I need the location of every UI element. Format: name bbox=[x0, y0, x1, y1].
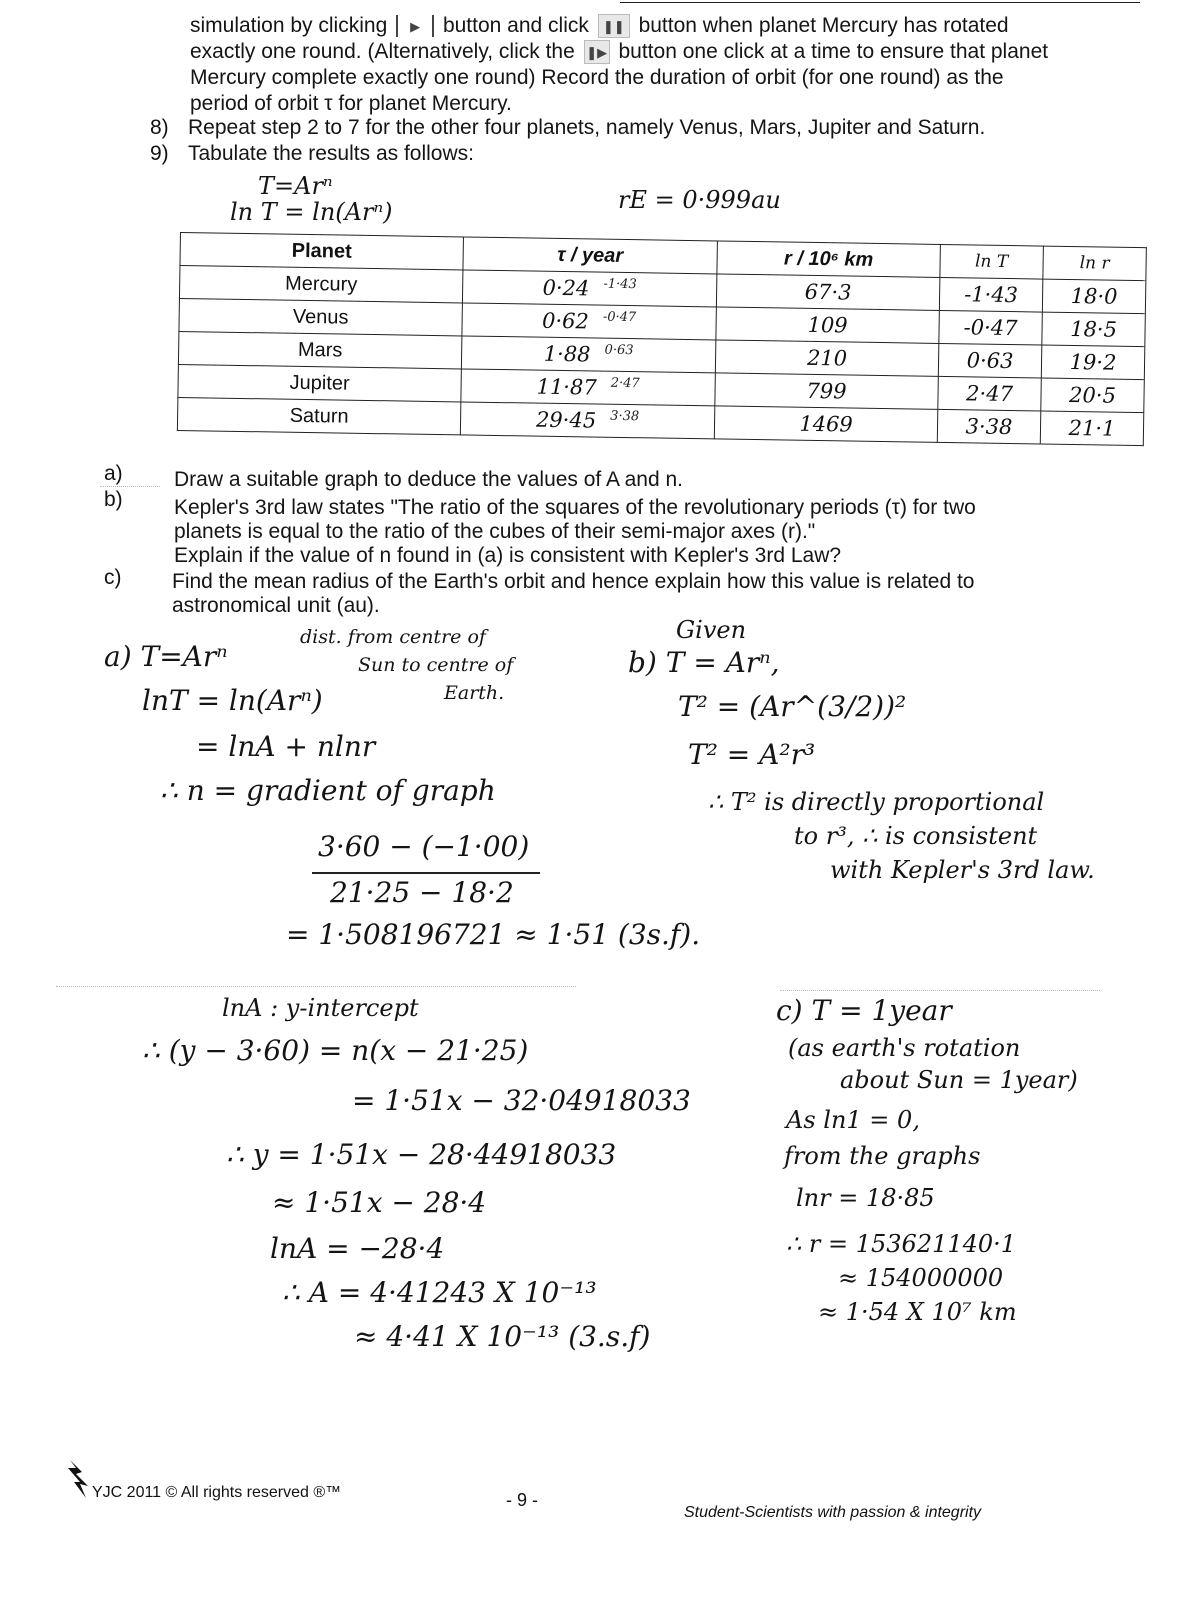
cell-lnT: -0·47 bbox=[939, 310, 1043, 345]
divider bbox=[56, 986, 576, 987]
hand-a-line11: lnA = −28·4 bbox=[270, 1232, 445, 1265]
cell-r: 210 bbox=[715, 340, 938, 376]
hand-fraction-numerator: 3·60 − (−1·00) bbox=[318, 830, 530, 863]
step-forward-icon: ❚▶ bbox=[584, 40, 610, 64]
cell-r: 67·3 bbox=[716, 274, 939, 310]
results-table bbox=[177, 232, 1147, 446]
header-lnr: ln r bbox=[1043, 246, 1147, 281]
question-b-line2: planets is equal to the ratio of the cubes of their semi-major axes (r)." bbox=[174, 520, 816, 543]
hand-b-given: Given bbox=[676, 616, 747, 644]
play-icon: ▶ bbox=[396, 15, 434, 37]
hand-a-line10: ≈ 1·51x − 28·4 bbox=[272, 1186, 487, 1219]
step8-number: 8) bbox=[150, 116, 169, 139]
step7-line4: period of orbit τ for planet Mercury. bbox=[190, 92, 512, 115]
header-tau: τ / year bbox=[463, 237, 717, 274]
hand-c-line6: lnr = 18·85 bbox=[796, 1184, 935, 1212]
footer-page-number: - 9 - bbox=[506, 1490, 539, 1510]
school-logo-icon bbox=[66, 1458, 92, 1500]
question-c-line1: Find the mean radius of the Earth's orbit and hence explain how this value is related to bbox=[172, 570, 975, 593]
cell-planet: Saturn bbox=[177, 397, 460, 434]
hand-c-line8: ≈ 154000000 bbox=[838, 1264, 1004, 1292]
cell-lnT: -1·43 bbox=[939, 277, 1043, 312]
question-c-label: c) bbox=[104, 566, 122, 589]
hand-c-line9: ≈ 1·54 X 10⁷ km bbox=[818, 1298, 1017, 1326]
step9-text: Tabulate the results as follows: bbox=[188, 142, 474, 165]
hand-b-line6: with Kepler's 3rd law. bbox=[830, 856, 1095, 884]
question-a-text: Draw a suitable graph to deduce the values of A and n. bbox=[174, 468, 684, 491]
divider bbox=[100, 486, 160, 487]
hand-a-line2: lnT = ln(Arⁿ) bbox=[142, 684, 323, 717]
hand-a-line5: = 1·508196721 ≈ 1·51 (3s.f). bbox=[286, 918, 701, 951]
hand-equation-2: ln T = ln(Arⁿ) bbox=[230, 198, 393, 226]
cell-tau: 0·24 $^{-1\cdot 43}$ bbox=[462, 270, 716, 307]
question-b-line3: Explain if the value of n found in (a) is consistent with Kepler's 3rd Law? bbox=[174, 544, 842, 567]
hand-a-line6: lnA : y-intercept bbox=[222, 994, 419, 1022]
cell-lnT: 3·38 bbox=[937, 409, 1041, 444]
cell-lnr: 19·2 bbox=[1041, 345, 1145, 380]
hand-b-line5: to r³, ∴ is consistent bbox=[794, 822, 1038, 850]
cell-planet: Mercury bbox=[179, 266, 462, 303]
cell-r: 1469 bbox=[714, 406, 937, 442]
cell-lnT: 0·63 bbox=[938, 343, 1042, 378]
question-b-line1: Kepler's 3rd law states "The ratio of the squares of the revolutionary periods (τ) for two bbox=[174, 496, 976, 519]
hand-note-2: Sun to centre of bbox=[358, 654, 514, 676]
hand-fraction-denominator: 21·25 − 18·2 bbox=[330, 876, 514, 909]
hand-a-line1: a) T=Arⁿ bbox=[104, 640, 228, 673]
top-rule bbox=[620, 2, 1140, 3]
cell-lnr: 20·5 bbox=[1041, 378, 1145, 413]
hand-earth-radius-note: rE = 0·999au bbox=[618, 186, 781, 214]
hand-a-line3: = lnA + nlnr bbox=[196, 730, 376, 763]
hand-a-line12: ∴ A = 4·41243 X 10⁻¹³ bbox=[282, 1276, 597, 1309]
hand-c-line5: from the graphs bbox=[784, 1142, 981, 1170]
hand-b-line2: T² = (Ar^(3/2))² bbox=[678, 690, 907, 723]
hand-a-line4: ∴ n = gradient of graph bbox=[160, 774, 496, 807]
header-lnT: ln T bbox=[940, 244, 1044, 279]
step9-number: 9) bbox=[150, 142, 169, 165]
cell-r: 799 bbox=[715, 373, 938, 409]
hand-a-line7: ∴ (y − 3·60) = n(x − 21·25) bbox=[142, 1034, 529, 1067]
cell-tau: 29·45 $^{3\cdot 38}$ bbox=[460, 402, 714, 439]
hand-c-line7: ∴ r = 153621140·1 bbox=[786, 1230, 1017, 1258]
cell-lnT: 2·47 bbox=[938, 376, 1042, 411]
hand-c-line2: (as earth's rotation bbox=[788, 1034, 1021, 1062]
cell-planet: Venus bbox=[179, 298, 462, 335]
cell-lnr: 21·1 bbox=[1040, 411, 1144, 446]
hand-b-line4: ∴ T² is directly proportional bbox=[708, 788, 1045, 816]
hand-note-3: Earth. bbox=[444, 682, 505, 704]
question-c-line2: astronomical unit (au). bbox=[172, 594, 380, 617]
hand-note-1: dist. from centre of bbox=[300, 626, 486, 648]
hand-a-line8: = 1·51x − 32·04918033 bbox=[352, 1084, 691, 1117]
hand-a-line9: ∴ y = 1·51x − 28·44918033 bbox=[226, 1138, 617, 1171]
header-r: r / 10⁶ km bbox=[717, 241, 940, 277]
header-planet: Planet bbox=[180, 233, 463, 270]
question-b-label: b) bbox=[104, 488, 123, 511]
step7-line3: Mercury complete exactly one round) Record the duration of orbit (for one round) as the bbox=[190, 66, 1004, 89]
cell-r: 109 bbox=[716, 307, 939, 343]
step7-line1: simulation by clicking ▶ button and click ❚❚ button when planet Mercury has rotated bbox=[190, 14, 1009, 37]
hand-c-line1: c) T = 1year bbox=[776, 994, 952, 1027]
cell-planet: Jupiter bbox=[178, 364, 461, 401]
hand-b-line1: b) T = Arⁿ, bbox=[628, 646, 780, 679]
hand-c-line3: about Sun = 1year) bbox=[840, 1066, 1078, 1094]
hand-a-line13: ≈ 4·41 X 10⁻¹³ (3.s.f) bbox=[354, 1320, 651, 1353]
step7-line2: exactly one round. (Alternatively, click the ❚▶ button one click at a time to ensure that planet bbox=[190, 40, 1049, 63]
cell-lnr: 18·5 bbox=[1042, 312, 1146, 347]
cell-tau: 0·62 $^{-0\cdot 47}$ bbox=[462, 303, 716, 340]
pause-icon: ❚❚ bbox=[598, 14, 630, 38]
step8-text: Repeat step 2 to 7 for the other four planets, namely Venus, Mars, Jupiter and Saturn. bbox=[188, 116, 986, 139]
cell-tau: 1·88 $^{0\cdot 63}$ bbox=[461, 336, 715, 373]
hand-c-line4: As ln1 = 0, bbox=[786, 1106, 920, 1134]
fraction-bar bbox=[312, 872, 540, 874]
hand-b-line3: T² = A²r³ bbox=[688, 738, 816, 771]
cell-tau: 11·87 $^{2\cdot 47}$ bbox=[461, 369, 715, 406]
footer-motto: Student-Scientists with passion & integrity bbox=[684, 1504, 982, 1521]
cell-planet: Mars bbox=[178, 331, 461, 368]
question-a-label: a) bbox=[104, 462, 123, 485]
hand-equation-1: T=Arⁿ bbox=[258, 172, 333, 200]
footer-copyright: YJC 2011 © All rights reserved ®™ bbox=[92, 1484, 342, 1501]
divider bbox=[780, 990, 1100, 991]
cell-lnr: 18·0 bbox=[1042, 279, 1146, 314]
